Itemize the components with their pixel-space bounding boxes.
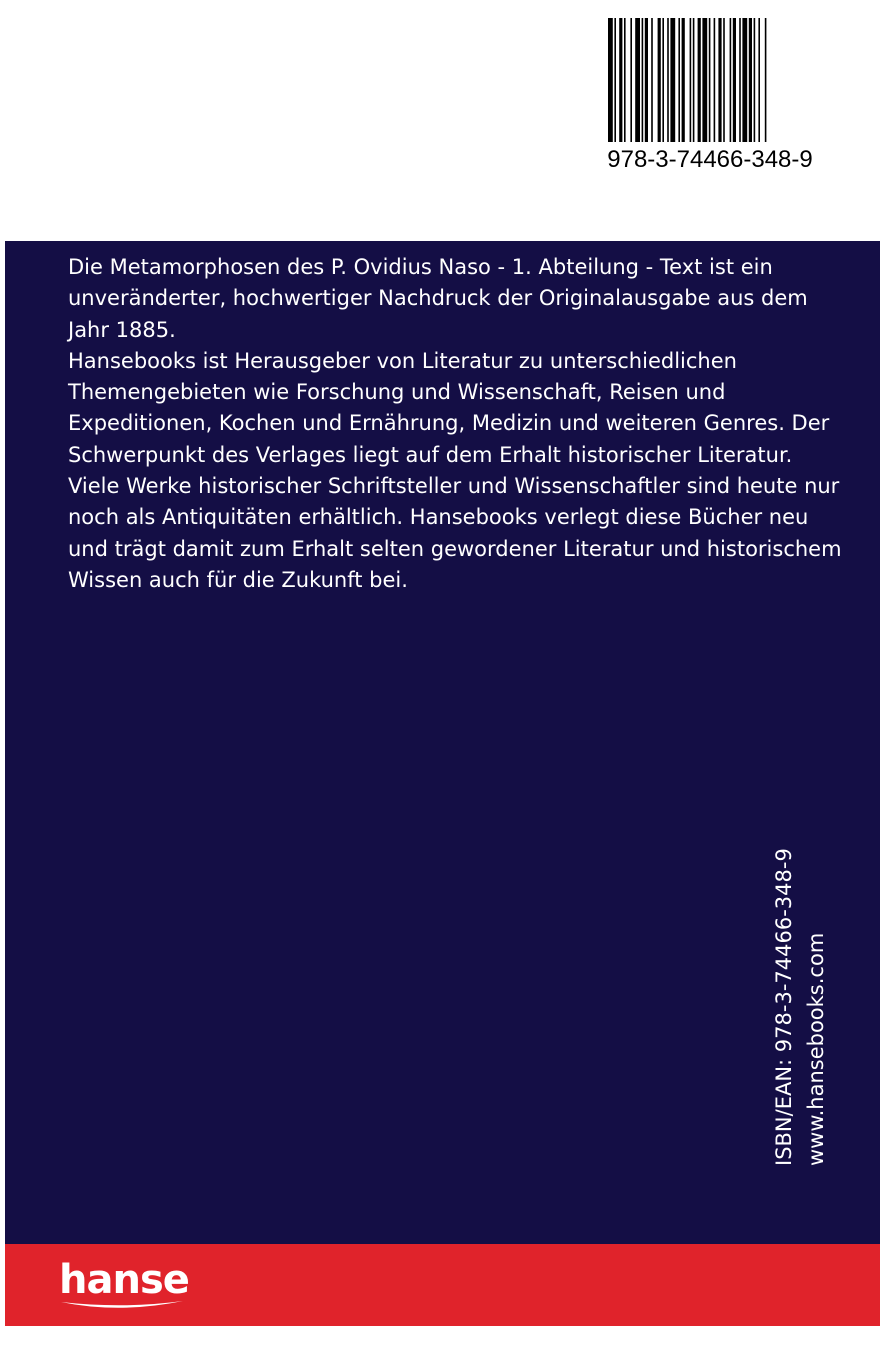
- logo-swoosh-icon: [59, 1298, 185, 1312]
- hanse-logo: [59, 1258, 189, 1314]
- description-text: [68, 252, 848, 596]
- barcode-bar: [730, 18, 732, 142]
- description-paragraph-1: Die Metamorphosen des P. Ovidius Naso - 1. Abteilung - Text ist ein unveränderter, hochwertiger Nachdruck der Originalausgabe aus dem Jahr 1885.: [68, 255, 808, 342]
- website-text: www.hansebooks.com: [804, 932, 828, 1166]
- barcode-bar: [693, 18, 695, 142]
- barcode-bar: [733, 18, 736, 142]
- barcode-bar: [739, 18, 741, 142]
- barcode-bar: [690, 18, 692, 142]
- barcode-bar: [758, 18, 760, 142]
- publisher-band: [5, 1244, 880, 1326]
- barcode-bar: [670, 18, 675, 142]
- barcode-bar: [742, 18, 747, 142]
- barcode-bars: [600, 14, 820, 142]
- barcode-bar: [662, 18, 664, 142]
- barcode-bar: [709, 18, 711, 142]
- barcode-number: 978-3-74466-348-9: [607, 146, 813, 173]
- description-paragraph-2: Hansebooks ist Herausgeber von Literatur zu unterschiedlichen Themengebieten wie Forschung und Wissenschaft, Reisen und Expeditionen, Kochen und Ernährung, Medizin und weiteren Genres. Der Schwerpunkt des Verlages liegt auf dem Erhalt historischer Literatur. Viele Werke historischer Schriftsteller und Wissenschaftler sind heute nur noch als Antiquitäten erhältlich. Hansebooks verlegt diese Bücher neu und trägt damit zum Erhalt selten gewordener Literatur und historischem Wissen auch für die Zukunft bei.: [68, 348, 842, 592]
- barcode-bar: [698, 18, 701, 142]
- description-panel: [5, 241, 880, 1244]
- barcode-bar: [658, 18, 661, 142]
- isbn-text: ISBN/EAN: 978-3-74466-348-9: [772, 848, 796, 1166]
- barcode-bar: [624, 18, 626, 142]
- barcode-bar: [723, 18, 725, 142]
- barcode: [600, 14, 820, 174]
- barcode-bar: [614, 18, 616, 142]
- logo-text: hanse: [59, 1257, 189, 1303]
- barcode-bar: [702, 18, 707, 142]
- barcode-bar: [754, 18, 756, 142]
- barcode-bar: [667, 18, 669, 142]
- barcode-bar: [749, 18, 752, 142]
- barcode-bar: [678, 18, 680, 142]
- isbn-vertical-block: [768, 848, 832, 1166]
- barcode-bar: [630, 18, 632, 142]
- barcode-bar: [714, 18, 716, 142]
- barcode-bar: [608, 18, 613, 142]
- bottom-margin: [0, 1326, 880, 1360]
- barcode-bar: [642, 18, 644, 142]
- barcode-bar: [718, 18, 721, 142]
- barcode-bar: [635, 18, 640, 142]
- barcode-bar: [619, 18, 622, 142]
- barcode-bar: [682, 18, 685, 142]
- barcode-bar: [645, 18, 648, 142]
- barcode-bar: [765, 18, 767, 142]
- barcode-bar: [651, 18, 653, 142]
